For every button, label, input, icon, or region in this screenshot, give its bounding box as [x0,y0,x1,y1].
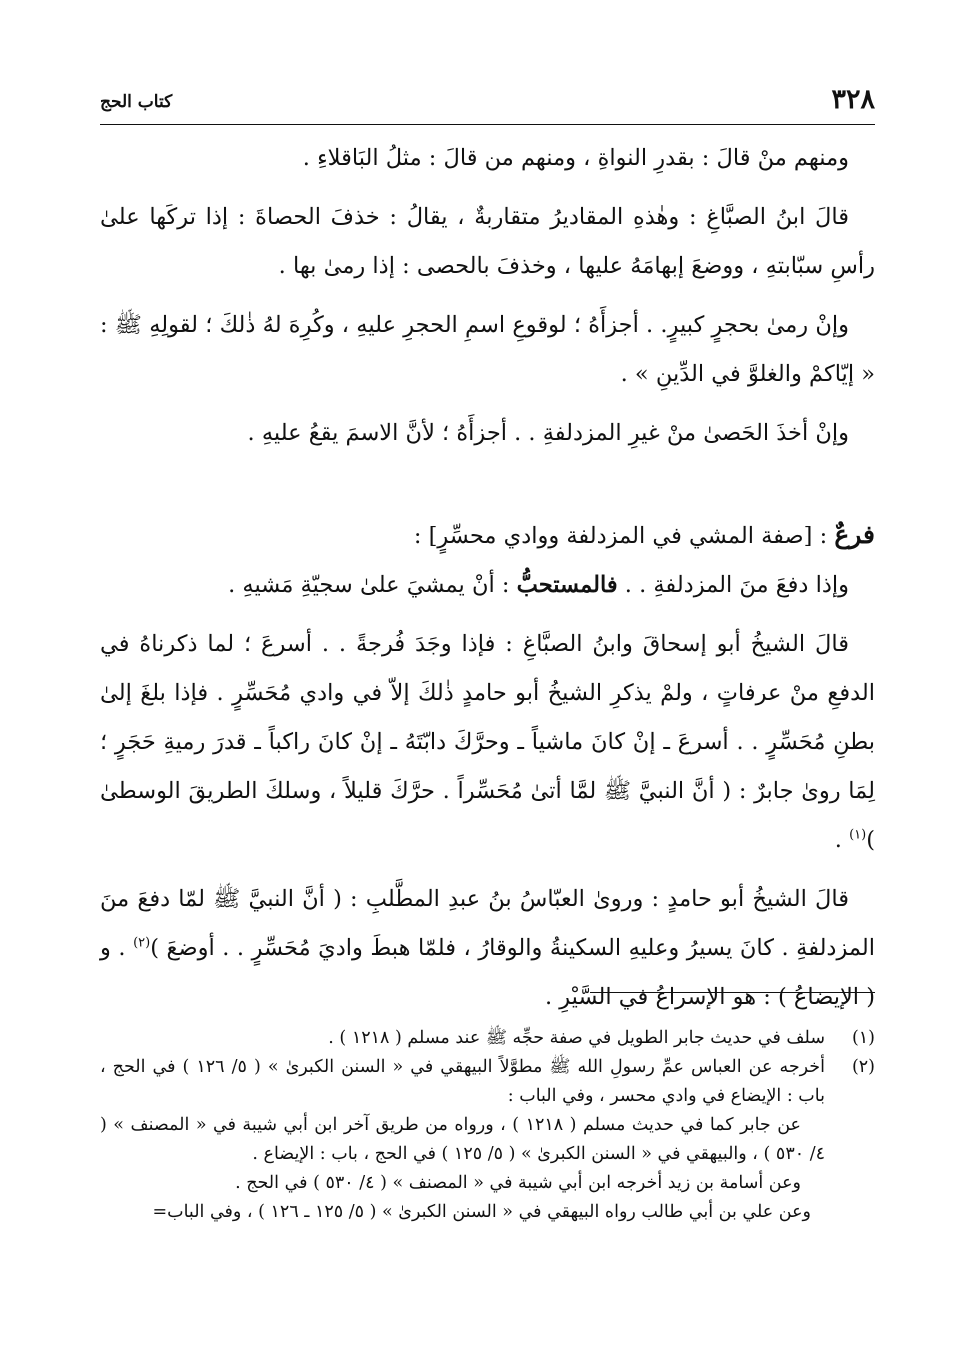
book-title: كتاب الحج [100,92,173,112]
branch-label: فرعٌ [834,520,875,549]
footnote-continuation: عن جابر كما في حديث مسلم ( ١٢١٨ ) ، ورواه من طريق آخر ابن أبي شيبة في « المصنف » ( ٤/ ٥٣٠ ) ، والبيهقي في « السنن الكبرىٰ » ( ٥/ ١٢٥ ) في الحج ، باب : الإيضاع . [100,1115,825,1164]
footnote-continuation: وعن أسامة بن زيد أخرجه ابن أبي شيبة في « المصنف » ( ٤/ ٥٣٠ ) في الحج . [235,1173,801,1193]
paragraph: وإنْ أخذَ الحَصىٰ منْ غيرِ المزدلفةِ . . أجزأَهُ ؛ لأنَّ الاسمَ يقعُ عليهِ . [247,420,849,446]
footnote-ref: (١) [849,827,867,843]
footnote-text: سلف في حديث جابر الطويل في صفة حجِّه ﷺ عند مسلم ( ١٢١٨ ) . [328,1028,825,1048]
footnote-continuation: وعن علي بن أبي طالب رواه البيهقي في « السنن الكبرىٰ » ( ٥/ ١٢٥ ـ ١٢٦ ) ، وفي الباب= [152,1202,811,1222]
paragraph: وإذا دفعَ منَ المزدلفةِ . . فالمستحبُّ : أنْ يمشيَ علىٰ سجيّةِ مَشيهِ . [228,572,849,598]
footnote-number: (١) [851,1028,875,1048]
running-header [100,84,875,124]
paragraph: ومنهم منْ قالَ : بقدرِ النواةِ ، ومنهم من قالَ : مثلُ البَاقلاءِ . [302,145,849,171]
footnote-divider [590,992,875,993]
footnote [100,1053,875,1111]
paragraph: قالَ الشيخُ أبو إسحاقَ وابنُ الصبَّاغِ : فإذا وجَدَ فُرجةً . . أسرعَ ؛ لما ذكرناهُ في الدفعِ منْ عرفاتٍ ، ولمْ يذكرِ الشيخُ أبو حامدٍ ذٰلكَ إلاّ في وادي مُحَسِّرٍ . فإذا بلغَ إلىٰ بطنِ مُحَسِّرٍ . . أسرعَ ـ إنْ كانَ ماشياً ـ وحرَّكَ دابّتَهُ ـ إنْ كانَ راكباً ـ قدرَ رميةِ حَجَرٍ ؛ لِمَا روىٰ جابرٌ : ( أنَّ النبيَّ ﷺ لمَّا أتىٰ مُحَسِّراً . حرَّكَ قليلاً ، وسلكَ الطريقَ الوسطىٰ )$^{(١)}$ . [100,631,875,853]
footnote-number: (٢) [851,1057,875,1077]
paragraph: وإنْ رمىٰ بحجرٍ كبيرٍ. . أجزأَهُ ؛ لوقوعِ اسمِ الحجرِ عليهِ ، وكُرِهَ لهُ ذٰلكَ ؛ لقولِهِ ﷺ : « إيّاكمْ والغلوَّ في الدِّينِ » . [100,312,875,387]
section-heading [100,510,875,561]
footnote-ref: (٢) [133,935,151,951]
paragraph: قالَ الشيخُ أبو حامدٍ : وروىٰ العبّاسُ بنُ عبدِ المطَّلبِ : ( أنَّ النبيَّ ﷺ لمّا دفعَ منَ المزدلفةِ . كانَ يسيرُ وعليهِ السكينةُ والوقارُ ، فلمّا هبطَ واديَ مُحَسِّرٍ . . أوضعَ )$^{(٢)}$ . و ( الإيضاعُ ) : هو الإسراعُ في السَّيْرِ . [100,886,875,1010]
main-text [100,134,875,1022]
paragraph: قالَ ابنُ الصبَّاغِ : وهٰذهِ المقاديرُ متقاربةٌ ، يقالُ : خذفَ الحصاةَ : إذا تركَها علىٰ رأسِ سبّابتهِ ، ووضعَ إبهامَهُ عليها ، وخذفَ بالحصى : إذا رمىٰ بها . [100,204,875,279]
footnote [100,1024,875,1053]
footnotes [100,1024,875,1227]
page-number: ٣٢٨ [831,84,875,115]
branch-title: : [صفة المشي في المزدلفة ووادي محسِّرٍ] : [413,523,828,549]
emphasis: فالمستحبُّ [516,572,618,598]
header-divider [100,124,875,125]
footnote-text: أخرجه عن العباس عمِّ رسولِ الله ﷺ مطوَّلاً البيهقي في « السنن الكبرىٰ » ( ٥/ ١٢٦ ) في الحج ، باب : الإيضاع في وادي محسر ، وفي الباب : [100,1057,825,1106]
